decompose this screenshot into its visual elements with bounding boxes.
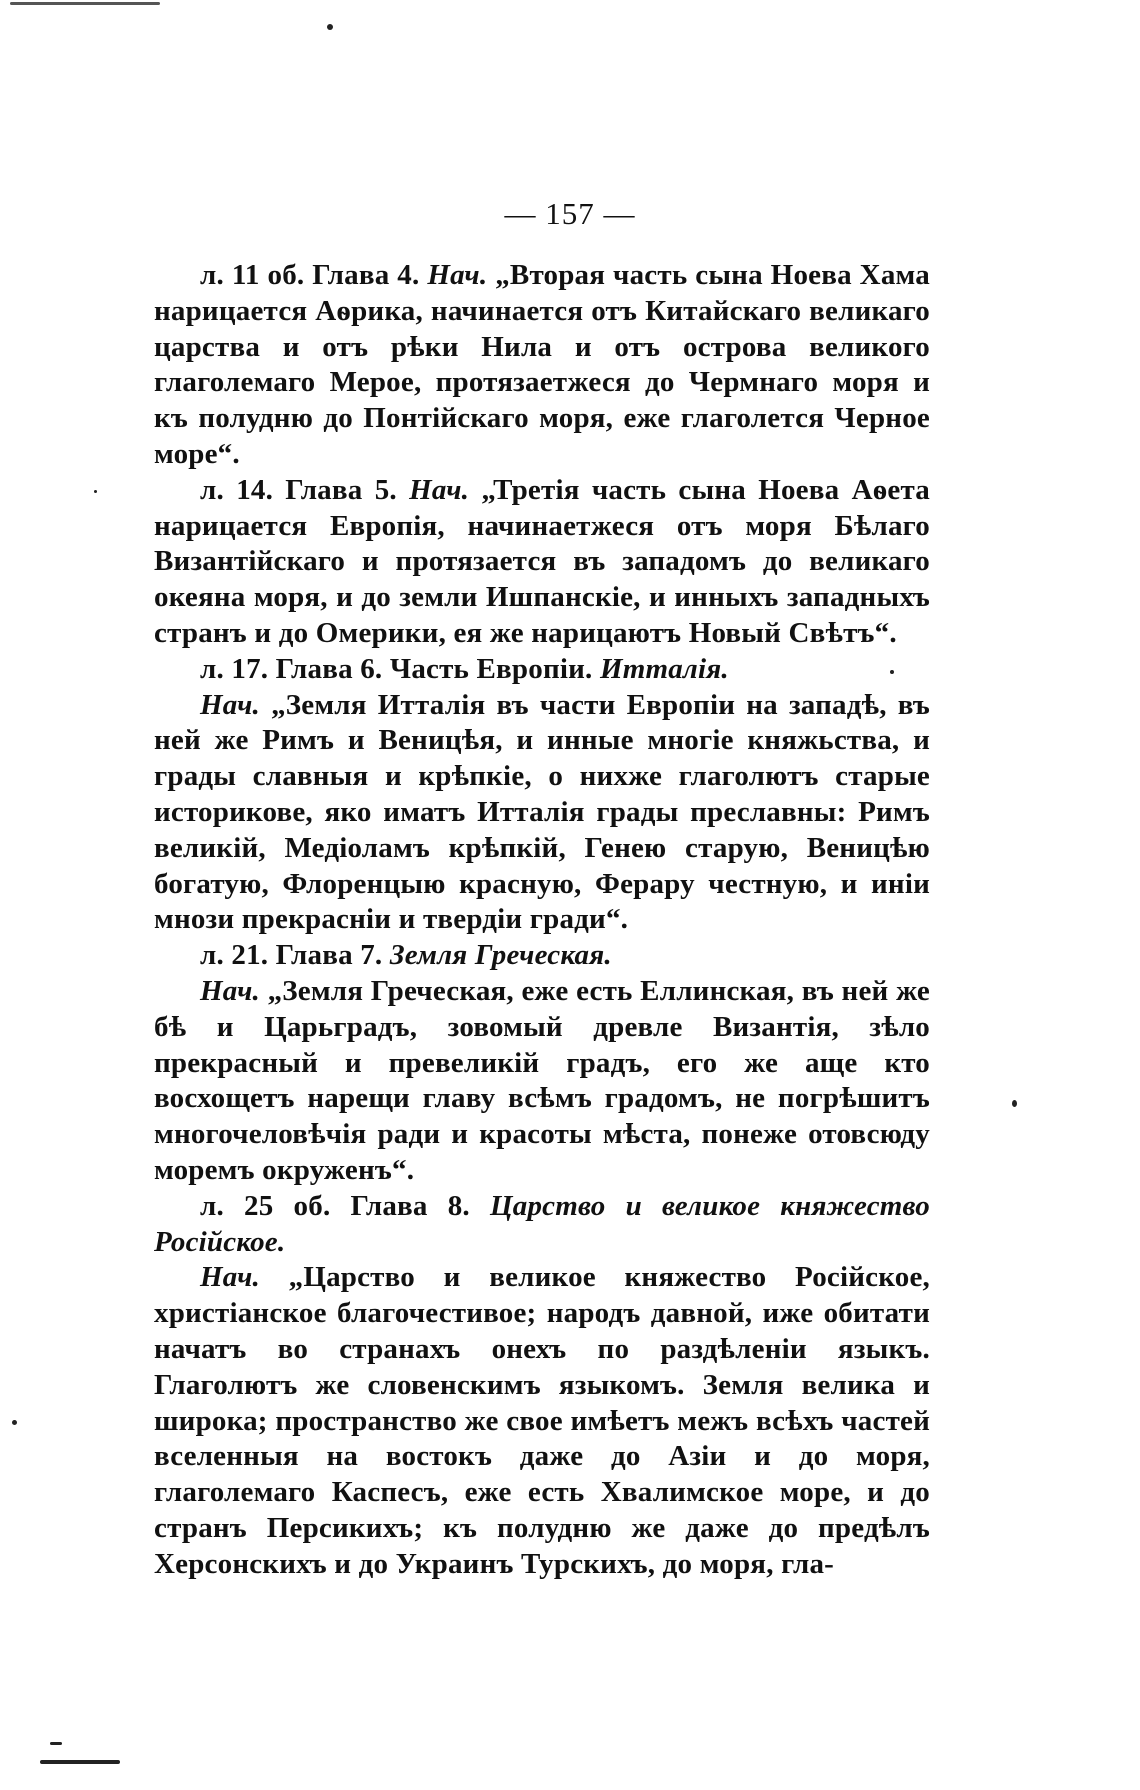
folio-reference: л. 11 об. Глава 4.: [200, 259, 420, 291]
scan-speck: [40, 1760, 120, 1764]
chapter-title: Царство и великое княжество Російское.: [154, 1189, 931, 1258]
entry-chapter-5: [154, 473, 930, 652]
entry-chapter-8-incipit: [154, 1260, 930, 1582]
chapter-title: Итталія.: [599, 652, 729, 685]
incipit-text: „Вторая часть сына Ноева Хама нарицается Аѳрика, начинается отъ Китайскаго великаго царства и отъ рѣки Нила и отъ острова великого глаголемаго Мерое, протязаетжеся до Чермнаго моря и къ полудню до Понтійскаго моря, еже глаголется Черное море“.: [154, 259, 930, 470]
scan-speck: [890, 670, 894, 674]
entry-chapter-8-heading: [154, 1189, 930, 1261]
entry-chapter-7-incipit: [154, 974, 930, 1189]
incipit-marker: Нач.: [427, 259, 488, 291]
incipit-marker: Нач.: [200, 974, 260, 1007]
incipit-marker: Нач.: [200, 688, 260, 721]
folio-reference: л. 14. Глава 5.: [200, 473, 397, 506]
scan-speck: [1012, 1100, 1017, 1107]
body-text: [154, 258, 930, 1582]
scan-speck: [10, 2, 160, 5]
scan-speck: [94, 490, 97, 493]
scan-speck: [327, 24, 333, 30]
entry-chapter-4: [154, 258, 930, 473]
incipit-text: „Земля Греческая, еже есть Еллинская, въ ней же бѣ и Царьградъ, зовомый древле Византія, зѣло прекрасный и превеликій градъ, его же аще кто восхощетъ нарещи главу всѣмъ градомъ, не погрѣшитъ многочеловѣчія ради и красоты мѣста, понеже отовсюду моремъ окруженъ“.: [154, 974, 930, 1186]
scan-speck: [50, 1742, 62, 1745]
folio-reference: л. 17. Глава 6. Часть Европіи.: [200, 652, 593, 685]
entry-chapter-7-heading: [154, 938, 930, 974]
incipit-marker: Нач.: [200, 1261, 260, 1294]
incipit-text: „Земля Итталія въ части Европіи на западѣ, въ ней же Римъ и Веницѣя, и инные многіе княжьства, и грады славныя и крѣпкіе, о нихже глаголютъ старые историкове, яко иматъ Итталія грады преславны: Римъ великій, Медіоламъ крѣпкій, Генею старую, Веницѣю богатую, Флоренцыю красную, Ферару честную, и иніи мнози прекрасніи и твердіи гради“.: [154, 688, 931, 936]
page-number: — 157 —: [504, 196, 636, 231]
incipit-text: „Третія часть сына Ноева Аѳета нарицается Европія, начинаетжеся отъ моря Бѣлаго Византійскаго и протязается въ западомъ до великаго океяна моря, и до земли Ишпанскіе, и инныхъ западныхъ странъ и до Омерики, ея же нарицаютъ Новый Свѣтъ“.: [154, 473, 930, 649]
entry-chapter-6-incipit: [154, 688, 930, 939]
incipit-marker: Нач.: [409, 473, 470, 506]
folio-reference: л. 21. Глава 7.: [200, 939, 383, 972]
scan-speck: [12, 1420, 17, 1425]
entry-chapter-6-heading: [154, 652, 930, 688]
folio-reference: л. 25 об. Глава 8.: [200, 1189, 470, 1222]
chapter-title: Земля Греческая.: [389, 939, 612, 972]
incipit-text: „Царство и великое княжество Російское, христіанское благочестивое; народъ давной, иже обитати начатъ во странахъ онехъ по раздѣленіи языкъ. Глаголютъ же словенскимъ языкомъ. Земля велика и широка; пространство же свое имѣетъ межъ всѣхъ частей вселенныя на востокъ даже до Азіи и до моря, глаголемаго Каспесъ, еже есть Хвалимское море, и до странъ Персикихъ; къ полудню же даже до предѣлъ Херсонскихъ и до Украинъ Турскихъ, до моря, гла-: [154, 1261, 930, 1580]
